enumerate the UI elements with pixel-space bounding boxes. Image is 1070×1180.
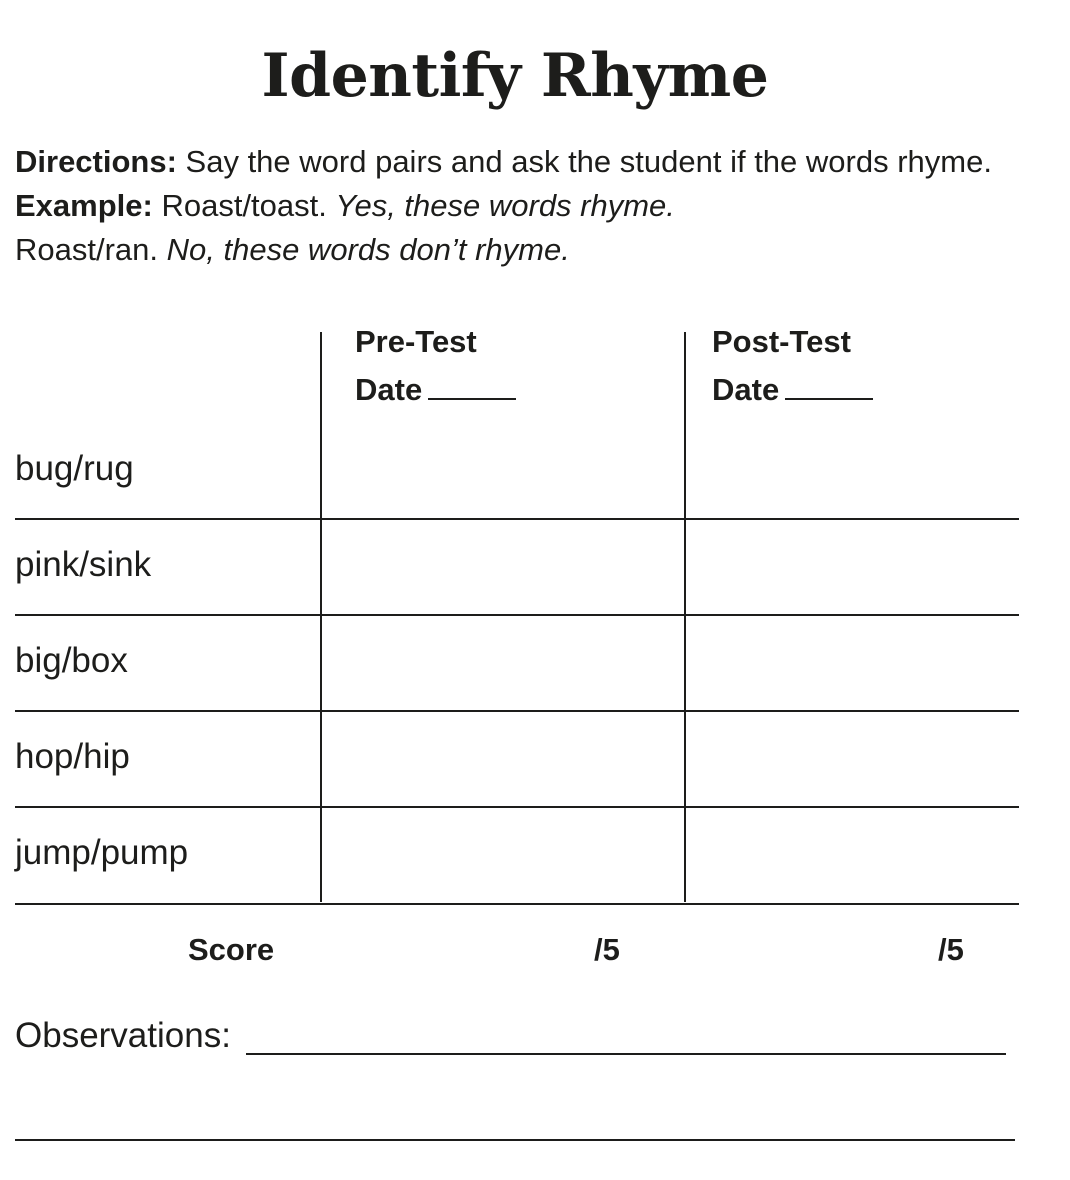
- post-test-date-label: Date: [712, 372, 780, 407]
- observations-line[interactable]: [15, 1139, 1015, 1141]
- directions-paragraph: [15, 140, 1025, 272]
- example-no-answer: No, these words don’t rhyme.: [166, 232, 570, 267]
- table-divider-pre: [320, 332, 322, 902]
- example-text: Roast/toast.: [152, 188, 336, 223]
- pre-test-date-label: Date: [355, 372, 423, 407]
- table-row-label: pink/sink: [15, 545, 152, 584]
- row-divider: [15, 903, 1019, 905]
- page-title: Identify Rhyme: [261, 41, 769, 111]
- row-divider: [15, 518, 1019, 520]
- observations-label: Observations:: [15, 1016, 231, 1055]
- score-label: Score: [188, 932, 275, 967]
- row-divider: [15, 614, 1019, 616]
- pre-test-header: [355, 318, 516, 414]
- pre-test-date: [355, 366, 516, 414]
- post-test-title: Post-Test: [712, 324, 851, 359]
- table-row-label: hop/hip: [15, 737, 130, 776]
- table-row-label: jump/pump: [15, 833, 189, 872]
- pre-test-title: Pre-Test: [355, 324, 477, 359]
- table-divider-post: [684, 332, 686, 902]
- observations-line[interactable]: [246, 1053, 1006, 1055]
- post-test-header: [712, 318, 873, 414]
- post-test-date-blank[interactable]: [785, 380, 873, 400]
- row-divider: [15, 710, 1019, 712]
- directions-label: Directions:: [15, 144, 177, 179]
- pre-test-score-total: /5: [594, 932, 620, 967]
- post-test-date: [712, 366, 873, 414]
- table-row-label: bug/rug: [15, 449, 134, 488]
- example-yes-answer: Yes, these words rhyme.: [335, 188, 675, 223]
- directions-text: Say the word pairs and ask the student if the words rhyme.: [176, 144, 992, 179]
- example-label: Example:: [15, 188, 153, 223]
- example-text-2: Roast/ran.: [15, 232, 167, 267]
- table-row-label: big/box: [15, 641, 128, 680]
- post-test-score-total: /5: [938, 932, 964, 967]
- row-divider: [15, 806, 1019, 808]
- pre-test-date-blank[interactable]: [428, 380, 516, 400]
